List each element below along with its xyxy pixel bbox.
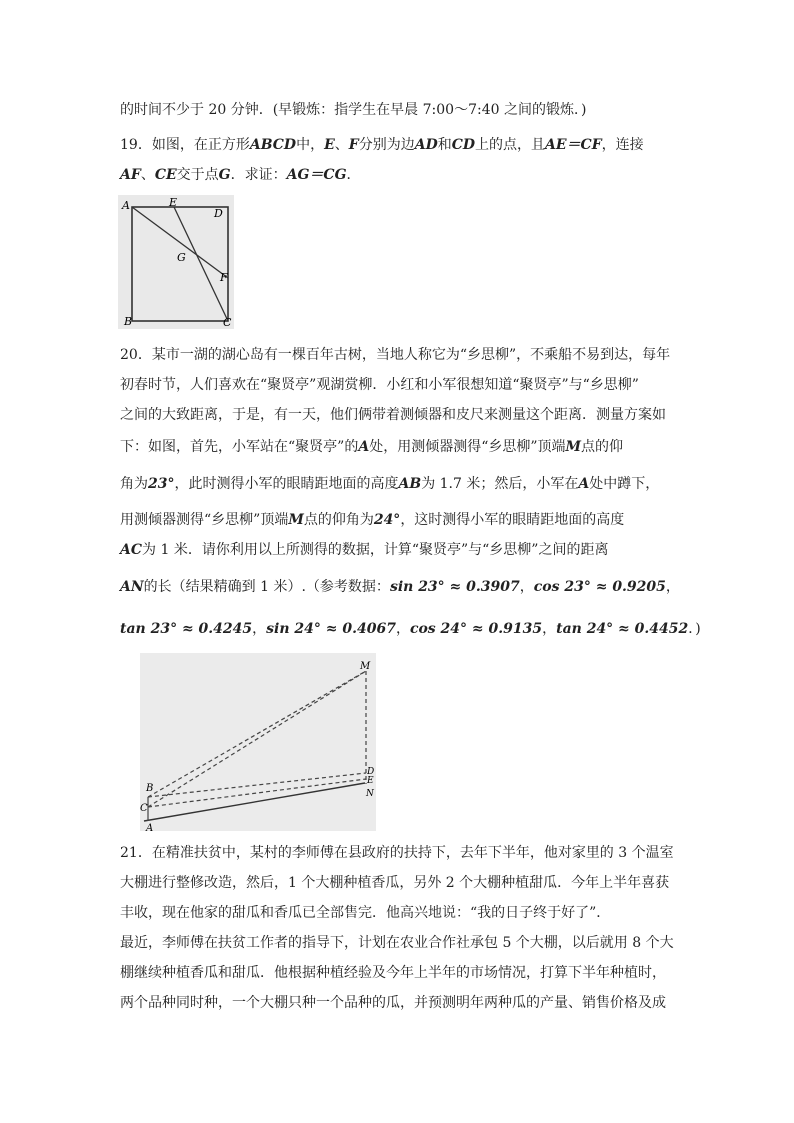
label-E: E bbox=[367, 776, 374, 786]
label-A: A bbox=[146, 823, 154, 831]
q20-line-6: 用测倾器测得“乡思柳”顶端M点的仰角为24°，这时测得小军的眼睛距地面的高度 bbox=[120, 512, 625, 528]
label-B: B bbox=[124, 315, 133, 328]
q21-line-2: 大棚进行整修改造，然后，1 个大棚种植香瓜，另外 2 个大棚种植甜瓜．今年上半年喜获 bbox=[120, 875, 670, 891]
q20-line-7: AC为 1 米．请你利用以上所测得的数据，计算“聚贤亭”与“乡思柳”之间的距离 bbox=[120, 542, 609, 558]
q21-line-5: 棚继续种植香瓜和甜瓜．他根据种植经验及今年上半年的市场情况，打算下半年种植时， bbox=[120, 965, 666, 981]
q21-line-6: 两个品种同时种，一个大棚只种一个品种的瓜，并预测明年两种瓜的产量、销售价格及成 bbox=[120, 995, 666, 1011]
q19-line-2: AF、CE交于点G．求证：AG＝CG． bbox=[120, 167, 361, 183]
label-M: M bbox=[360, 661, 371, 672]
square-figure-svg bbox=[118, 195, 234, 329]
q21-line-4: 最近，李师傅在扶贫工作者的指导下，计划在农业合作社承包 5 个大棚，以后就用 8 个大 bbox=[120, 935, 674, 951]
q20-line-9: tan 23° ≈ 0.4245，sin 24° ≈ 0.4067，cos 24° ≈ 0.9135，tan 24° ≈ 0.4452．) bbox=[120, 621, 701, 637]
square-figure bbox=[118, 195, 234, 329]
q21-line-1: 21．在精准扶贫中，某村的李师傅在县政府的扶持下，去年下半年，他对家里的 3 个温室 bbox=[120, 845, 674, 861]
label-B: B bbox=[146, 783, 154, 794]
label-G: G bbox=[177, 251, 186, 264]
label-C: C bbox=[140, 803, 148, 814]
q20-line-8: AN的长（结果精确到 1 米）.（参考数据：sin 23° ≈ 0.3907，cos 23° ≈ 0.9205， bbox=[120, 579, 680, 595]
q20-line-4: 下：如图，首先，小军站在“聚贤亭”的A处，用测倾器测得“乡思柳”顶端M点的仰 bbox=[120, 439, 624, 455]
q20-line-3: 之间的大致距离，于是，有一天，他们俩带着测倾器和皮尺来测量这个距离．测量方案如 bbox=[120, 407, 666, 423]
label-C: C bbox=[223, 316, 232, 329]
label-D: D bbox=[214, 207, 223, 220]
label-A: A bbox=[122, 199, 130, 212]
elevation-figure-svg bbox=[140, 653, 376, 831]
q20-line-5: 角为23°，此时测得小军的眼睛距地面的高度AB为 1.7 米；然后，小军在A处中蹲下， bbox=[120, 476, 660, 492]
q19-line-1: 19．如图，在正方形ABCD中，E、F分别为边AD和CD上的点，且AE＝CF，连接 bbox=[120, 137, 644, 153]
label-N: N bbox=[366, 789, 374, 799]
intro-line: 的时间不少于 20 分钟．(早锻炼：指学生在早晨 7:00～7:40 之间的锻炼．) bbox=[120, 102, 587, 118]
label-F: F bbox=[220, 271, 228, 284]
q20-line-1: 20．某市一湖的湖心岛有一棵百年古树，当地人称它为“乡思柳”，不乘船不易到达，每年 bbox=[120, 347, 671, 363]
elevation-figure bbox=[140, 653, 376, 831]
q21-line-3: 丰收，现在他家的甜瓜和香瓜已全部售完．他高兴地说：“我的日子终于好了”． bbox=[120, 905, 611, 921]
label-E: E bbox=[169, 196, 178, 209]
q20-line-2: 初春时节，人们喜欢在“聚贤亭”观湖赏柳．小红和小军很想知道“聚贤亭”与“乡思柳” bbox=[120, 377, 639, 393]
label-D: D bbox=[367, 767, 375, 777]
